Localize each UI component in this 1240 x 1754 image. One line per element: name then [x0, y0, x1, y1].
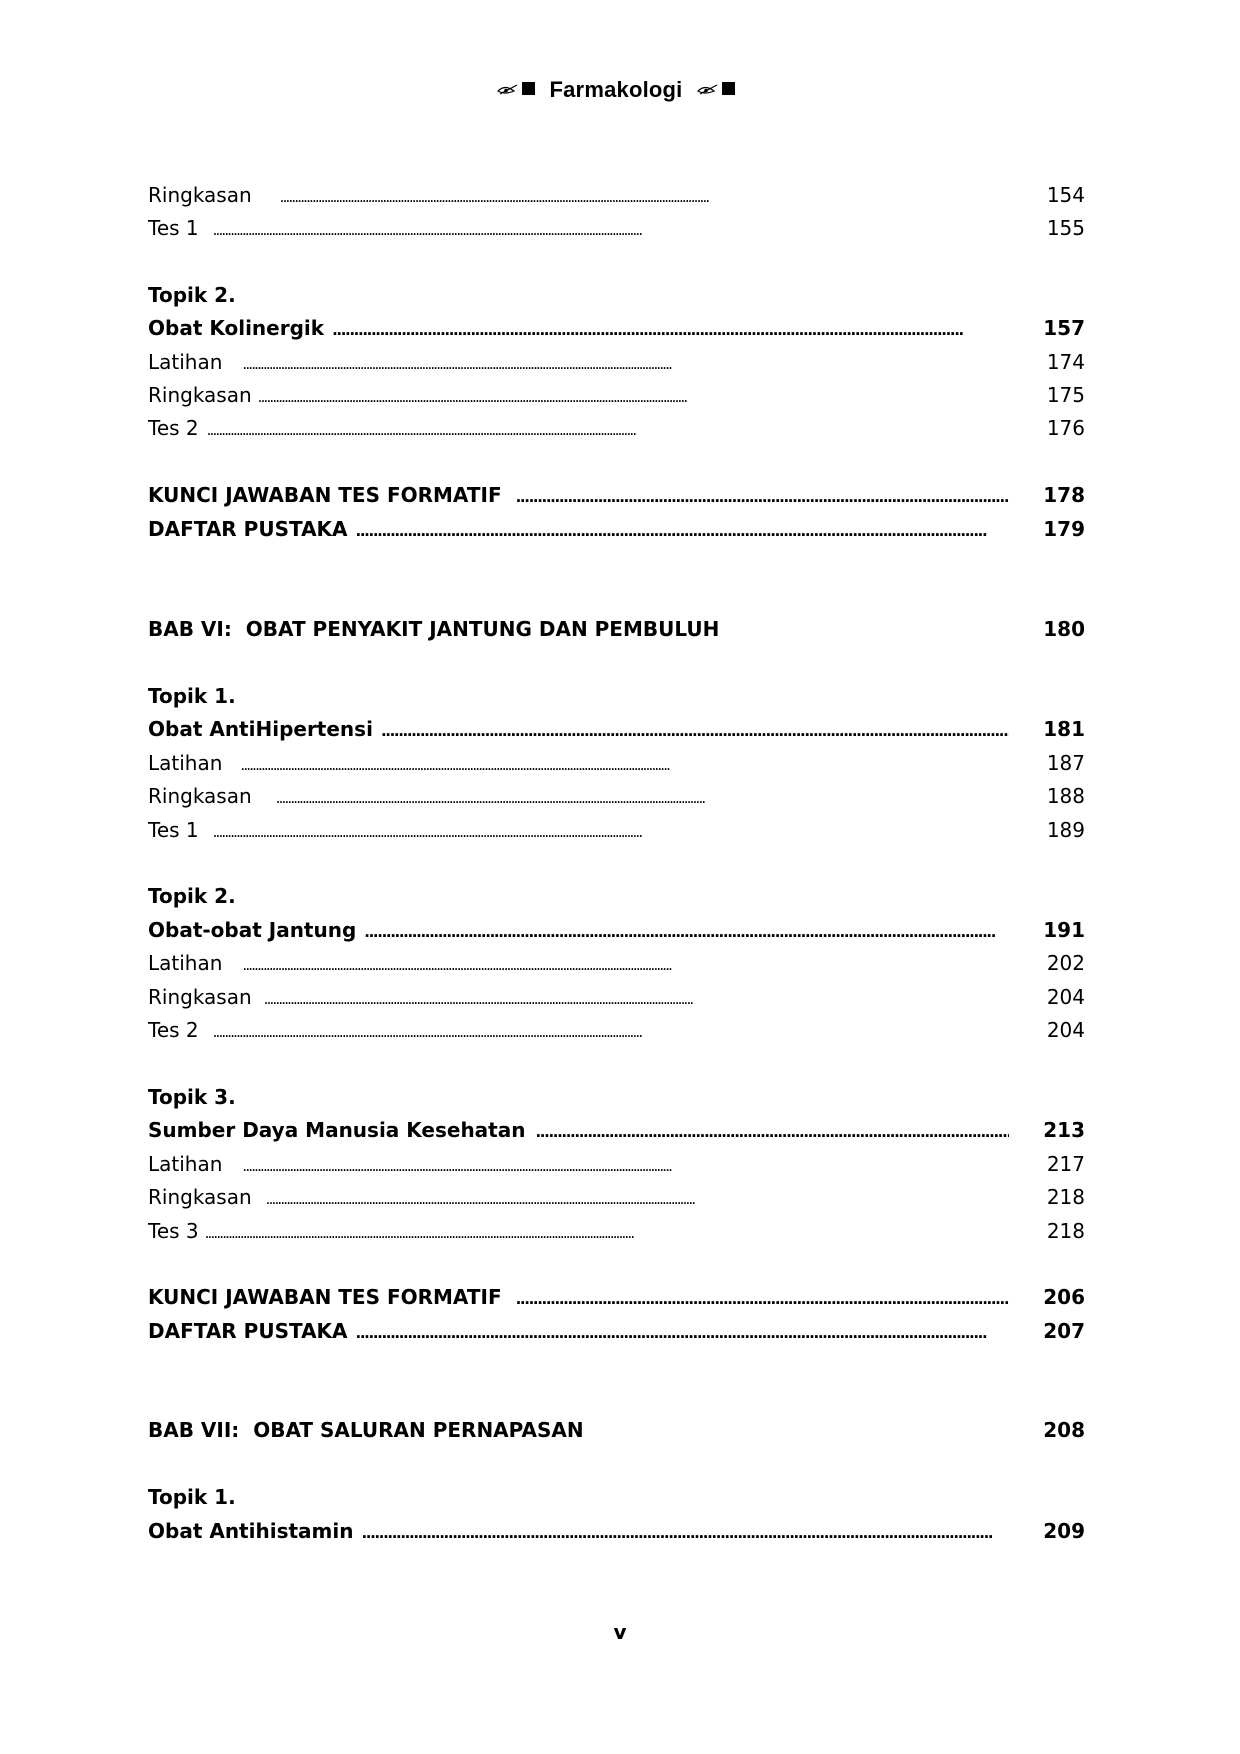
- toc-entry-label: Latihan: [148, 350, 223, 374]
- toc-entry[interactable]: [148, 913, 1085, 947]
- header-title: Farmakologi: [549, 77, 683, 103]
- toc-entry[interactable]: [148, 1314, 1085, 1348]
- dot-leader: [264, 980, 1009, 1014]
- dot-leader: [516, 478, 1009, 512]
- toc-entry-label: Obat AntiHipertensi: [148, 717, 373, 741]
- chapter-heading[interactable]: [148, 1413, 1085, 1447]
- dot-leader: [207, 411, 1009, 445]
- toc-entry-page: 157: [1043, 316, 1085, 340]
- toc-entry-label: KUNCI JAWABAN TES FORMATIF: [148, 483, 502, 507]
- dot-leader: [258, 378, 1009, 412]
- toc-entry-label: Tes 1: [148, 818, 199, 842]
- toc-entry-label: Tes 1: [148, 216, 199, 240]
- toc-entry[interactable]: [148, 1180, 1085, 1214]
- dot-leader: [361, 1514, 1003, 1548]
- toc-entry-label: Latihan: [148, 951, 223, 975]
- toc-entry-label: Obat Kolinergik: [148, 316, 325, 340]
- toc-entry[interactable]: [148, 1113, 1085, 1147]
- toc-entry-page: 191: [1043, 918, 1085, 942]
- toc-entry-label: KUNCI JAWABAN TES FORMATIF: [148, 1285, 502, 1309]
- topic-heading: [148, 1080, 1085, 1114]
- dot-leader: [280, 178, 1009, 212]
- toc-entry[interactable]: [148, 712, 1085, 746]
- toc-entry-page: 204: [1046, 1018, 1085, 1042]
- toc-entry-label: Ringkasan: [148, 784, 252, 808]
- toc-entry[interactable]: [148, 178, 1085, 212]
- toc-entry[interactable]: [148, 478, 1085, 512]
- dot-leader: [213, 813, 1009, 847]
- toc-entry-page: 187: [1046, 751, 1085, 775]
- toc-entry-page: 189: [1046, 818, 1085, 842]
- toc-entry-page: 175: [1046, 383, 1085, 407]
- toc-entry-label: Obat Antihistamin: [148, 1519, 354, 1543]
- dot-leader: [356, 512, 1009, 546]
- toc-entry-label: Obat-obat Jantung: [148, 918, 357, 942]
- pen-eye-icon: [697, 82, 719, 99]
- toc-entry[interactable]: [148, 1013, 1085, 1047]
- chapter-heading-label: BAB VI: OBAT PENYAKIT JANTUNG DAN PEMBULUH: [148, 617, 720, 641]
- toc-entry[interactable]: [148, 1280, 1085, 1314]
- dot-leader: [535, 1113, 1009, 1147]
- toc-entry-page: 181: [1043, 717, 1085, 741]
- toc-entry[interactable]: [148, 1214, 1085, 1248]
- toc-entry[interactable]: [148, 1514, 1085, 1548]
- topic-heading-label: Topik 1.: [148, 1485, 236, 1509]
- dot-leader: [276, 779, 1009, 813]
- toc-entry-page: 179: [1043, 517, 1085, 541]
- toc-entry-page: 213: [1043, 1118, 1085, 1142]
- toc-entry-page: 202: [1046, 951, 1085, 975]
- toc-entry[interactable]: [148, 378, 1085, 412]
- toc-entry-page: 176: [1046, 416, 1085, 440]
- toc-entry[interactable]: [148, 211, 1085, 245]
- toc-entry-page: 206: [1043, 1285, 1085, 1309]
- toc-entry[interactable]: [148, 813, 1085, 847]
- dot-leader: [242, 345, 1009, 379]
- dot-leader: [381, 712, 1009, 746]
- dot-leader: [266, 1180, 1009, 1214]
- topic-heading: [148, 679, 1085, 713]
- dot-leader: [364, 913, 1003, 947]
- toc-entry[interactable]: [148, 746, 1085, 780]
- toc-entry-label: DAFTAR PUSTAKA: [148, 1319, 348, 1343]
- page-number: v: [613, 1620, 627, 1644]
- toc-entry-page: 217: [1046, 1152, 1085, 1176]
- topic-heading: [148, 1480, 1085, 1514]
- toc-entry-label: Latihan: [148, 751, 223, 775]
- dot-leader: [242, 1147, 1009, 1181]
- toc-entry-page: 174: [1046, 350, 1085, 374]
- toc-entry[interactable]: [148, 311, 1085, 345]
- toc-entry[interactable]: [148, 946, 1085, 980]
- topic-heading-label: Topik 1.: [148, 684, 236, 708]
- toc-entry[interactable]: [148, 980, 1085, 1014]
- toc-entry-page: 218: [1046, 1185, 1085, 1209]
- topic-heading: [148, 278, 1085, 312]
- toc-entry-label: Tes 2: [148, 416, 199, 440]
- toc-entry-page: 178: [1043, 483, 1085, 507]
- dot-leader: [516, 1280, 1009, 1314]
- topic-heading-label: Topik 2.: [148, 283, 236, 307]
- toc-entry-page: 154: [1046, 183, 1085, 207]
- dot-leader: [332, 311, 1009, 345]
- toc-entry-page: 204: [1046, 985, 1085, 1009]
- toc-entry-label: DAFTAR PUSTAKA: [148, 517, 348, 541]
- dot-leader: [213, 1013, 1009, 1047]
- running-header: [0, 76, 1240, 103]
- toc-entry-page: 209: [1043, 1519, 1085, 1543]
- toc-entry-label: Ringkasan: [148, 183, 252, 207]
- toc-entry-label: Tes 2: [148, 1018, 199, 1042]
- toc-entry[interactable]: [148, 779, 1085, 813]
- chapter-heading[interactable]: [148, 612, 1085, 646]
- chapter-heading-page: 180: [1043, 617, 1085, 641]
- toc-entry-page: 207: [1043, 1319, 1085, 1343]
- toc-entry[interactable]: [148, 411, 1085, 445]
- dot-leader: [242, 946, 1009, 980]
- toc-entry-label: Ringkasan: [148, 1185, 252, 1209]
- topic-heading-label: Topik 3.: [148, 1085, 236, 1109]
- dot-leader: [205, 1214, 1001, 1248]
- topic-heading: [148, 879, 1085, 913]
- toc-entry-page: 218: [1046, 1219, 1085, 1243]
- topic-heading-label: Topik 2.: [148, 884, 236, 908]
- toc-entry[interactable]: [148, 512, 1085, 546]
- toc-entry-label: Ringkasan: [148, 985, 252, 1009]
- toc-entry-page: 155: [1046, 216, 1085, 240]
- toc-entry-label: Ringkasan: [148, 383, 252, 407]
- chapter-heading-label: BAB VII: OBAT SALURAN PERNAPASAN: [148, 1418, 584, 1442]
- toc-entry[interactable]: [148, 345, 1085, 379]
- square-bullet-icon: [522, 82, 535, 95]
- pen-eye-icon: [497, 82, 519, 99]
- dot-leader: [240, 746, 1009, 780]
- toc-entry-label: Tes 3: [148, 1219, 199, 1243]
- chapter-heading-page: 208: [1043, 1418, 1085, 1442]
- dot-leader: [213, 211, 1009, 245]
- toc-entry-label: Sumber Daya Manusia Kesehatan: [148, 1118, 526, 1142]
- toc-entry-label: Latihan: [148, 1152, 223, 1176]
- square-bullet-icon: [722, 82, 735, 95]
- toc-entry[interactable]: [148, 1147, 1085, 1181]
- toc-entry-page: 188: [1046, 784, 1085, 808]
- dot-leader: [356, 1314, 1009, 1348]
